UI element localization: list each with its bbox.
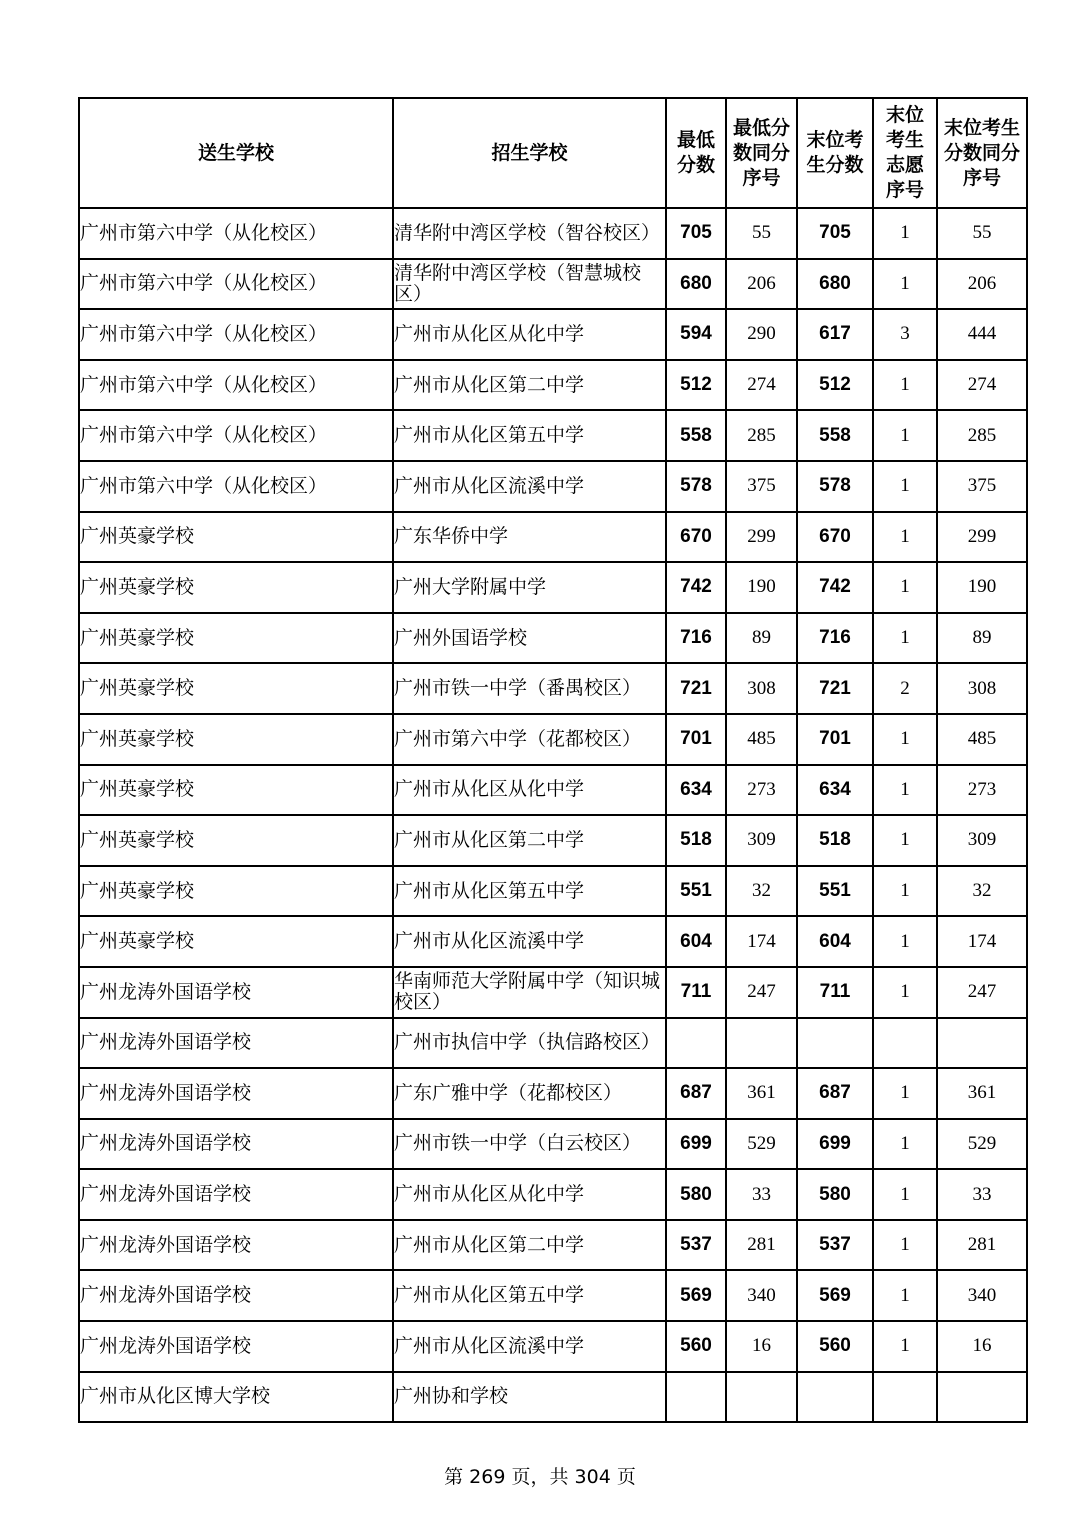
admitting-school-cell: 华南师范大学附属中学（知识城校区） bbox=[393, 967, 666, 1018]
min-score-rank-cell: 247 bbox=[726, 967, 797, 1018]
page-footer: 第 269 页，共 304 页 bbox=[444, 1466, 636, 1488]
table-row bbox=[79, 309, 1027, 360]
last-score-cell: 551 bbox=[797, 866, 873, 917]
last-score-rank-cell: 285 bbox=[937, 410, 1027, 461]
min-score-rank-cell: 361 bbox=[726, 1068, 797, 1119]
table-row bbox=[79, 613, 1027, 664]
table-row bbox=[79, 410, 1027, 461]
admitting-school-cell: 广州市铁一中学（番禺校区） bbox=[393, 663, 666, 714]
sending-school-cell: 广州英豪学校 bbox=[79, 714, 393, 765]
admitting-school-cell: 广州市从化区第五中学 bbox=[393, 866, 666, 917]
sending-school-cell: 广州龙涛外国语学校 bbox=[79, 1169, 393, 1220]
sending-school-cell: 广州英豪学校 bbox=[79, 562, 393, 613]
admitting-school-cell: 广州市从化区第二中学 bbox=[393, 360, 666, 411]
last-choice-no-cell bbox=[873, 1372, 937, 1423]
last-score-cell: 537 bbox=[797, 1220, 873, 1271]
last-score-cell: 518 bbox=[797, 815, 873, 866]
last-choice-no-cell: 1 bbox=[873, 1270, 937, 1321]
sending-school-cell: 广州龙涛外国语学校 bbox=[79, 1321, 393, 1372]
last-choice-no-cell: 1 bbox=[873, 967, 937, 1018]
min-score-cell: 558 bbox=[666, 410, 726, 461]
last-choice-no-cell: 1 bbox=[873, 410, 937, 461]
table-row bbox=[79, 1270, 1027, 1321]
last-choice-no-cell: 1 bbox=[873, 208, 937, 259]
admitting-school-cell: 清华附中湾区学校（智慧城校区） bbox=[393, 259, 666, 310]
min-score-rank-cell: 485 bbox=[726, 714, 797, 765]
last-score-rank-cell: 340 bbox=[937, 1270, 1027, 1321]
last-score-rank-cell: 33 bbox=[937, 1169, 1027, 1220]
last-score-rank-cell: 32 bbox=[937, 866, 1027, 917]
min-score-cell: 687 bbox=[666, 1068, 726, 1119]
last-score-cell: 721 bbox=[797, 663, 873, 714]
table-row bbox=[79, 663, 1027, 714]
last-choice-no-cell: 1 bbox=[873, 562, 937, 613]
admitting-school-cell: 广州市从化区流溪中学 bbox=[393, 916, 666, 967]
last-choice-no-cell: 1 bbox=[873, 1119, 937, 1170]
last-choice-no-cell: 1 bbox=[873, 765, 937, 816]
min-score-cell: 711 bbox=[666, 967, 726, 1018]
sending-school-cell: 广州龙涛外国语学校 bbox=[79, 1018, 393, 1069]
last-score-cell: 711 bbox=[797, 967, 873, 1018]
last-score-rank-cell bbox=[937, 1372, 1027, 1423]
last-score-cell: 617 bbox=[797, 309, 873, 360]
col-header-last-score: 末位考 生分数 bbox=[797, 98, 873, 208]
table-row bbox=[79, 866, 1027, 917]
table-header-row bbox=[79, 98, 1027, 208]
last-score-rank-cell: 89 bbox=[937, 613, 1027, 664]
min-score-cell: 742 bbox=[666, 562, 726, 613]
min-score-cell: 512 bbox=[666, 360, 726, 411]
table-row bbox=[79, 1018, 1027, 1069]
admission-table bbox=[78, 97, 1028, 1423]
min-score-rank-cell: 174 bbox=[726, 916, 797, 967]
last-score-rank-cell: 274 bbox=[937, 360, 1027, 411]
min-score-rank-cell: 190 bbox=[726, 562, 797, 613]
last-score-cell: 512 bbox=[797, 360, 873, 411]
table-row bbox=[79, 1119, 1027, 1170]
sending-school-cell: 广州市第六中学（从化校区） bbox=[79, 461, 393, 512]
min-score-rank-cell: 285 bbox=[726, 410, 797, 461]
sending-school-cell: 广州英豪学校 bbox=[79, 512, 393, 563]
col-header-admitting-school: 招生学校 bbox=[393, 98, 666, 208]
min-score-cell: 634 bbox=[666, 765, 726, 816]
last-choice-no-cell: 1 bbox=[873, 1068, 937, 1119]
table-row bbox=[79, 916, 1027, 967]
min-score-rank-cell bbox=[726, 1372, 797, 1423]
sending-school-cell: 广州龙涛外国语学校 bbox=[79, 967, 393, 1018]
table-row bbox=[79, 259, 1027, 310]
last-choice-no-cell: 3 bbox=[873, 309, 937, 360]
sending-school-cell: 广州龙涛外国语学校 bbox=[79, 1119, 393, 1170]
table-row bbox=[79, 967, 1027, 1018]
last-score-cell: 670 bbox=[797, 512, 873, 563]
admitting-school-cell: 广州市从化区流溪中学 bbox=[393, 461, 666, 512]
admitting-school-cell: 广东广雅中学（花都校区） bbox=[393, 1068, 666, 1119]
min-score-rank-cell: 89 bbox=[726, 613, 797, 664]
table-row bbox=[79, 512, 1027, 563]
min-score-rank-cell: 273 bbox=[726, 765, 797, 816]
table-row bbox=[79, 208, 1027, 259]
last-choice-no-cell: 1 bbox=[873, 1321, 937, 1372]
table-row bbox=[79, 714, 1027, 765]
last-choice-no-cell: 1 bbox=[873, 916, 937, 967]
col-header-last-choice-no: 末位 考生 志愿 序号 bbox=[873, 98, 937, 208]
min-score-rank-cell: 529 bbox=[726, 1119, 797, 1170]
last-score-cell: 634 bbox=[797, 765, 873, 816]
last-score-rank-cell: 309 bbox=[937, 815, 1027, 866]
last-score-rank-cell: 299 bbox=[937, 512, 1027, 563]
last-score-rank-cell: 273 bbox=[937, 765, 1027, 816]
last-score-rank-cell: 485 bbox=[937, 714, 1027, 765]
table-row bbox=[79, 1321, 1027, 1372]
min-score-cell: 537 bbox=[666, 1220, 726, 1271]
last-score-rank-cell: 281 bbox=[937, 1220, 1027, 1271]
admitting-school-cell: 广州大学附属中学 bbox=[393, 562, 666, 613]
last-score-cell: 699 bbox=[797, 1119, 873, 1170]
table-row bbox=[79, 1220, 1027, 1271]
sending-school-cell: 广州市第六中学（从化校区） bbox=[79, 208, 393, 259]
sending-school-cell: 广州市第六中学（从化校区） bbox=[79, 309, 393, 360]
last-choice-no-cell: 1 bbox=[873, 866, 937, 917]
sending-school-cell: 广州英豪学校 bbox=[79, 866, 393, 917]
sending-school-cell: 广州英豪学校 bbox=[79, 815, 393, 866]
col-header-last-score-rank: 末位考生 分数同分 序号 bbox=[937, 98, 1027, 208]
admitting-school-cell: 广州市从化区从化中学 bbox=[393, 1169, 666, 1220]
last-score-rank-cell: 529 bbox=[937, 1119, 1027, 1170]
last-choice-no-cell: 2 bbox=[873, 663, 937, 714]
table-row bbox=[79, 461, 1027, 512]
min-score-cell: 699 bbox=[666, 1119, 726, 1170]
min-score-cell: 604 bbox=[666, 916, 726, 967]
last-score-cell bbox=[797, 1018, 873, 1069]
sending-school-cell: 广州市第六中学（从化校区） bbox=[79, 410, 393, 461]
last-score-rank-cell: 16 bbox=[937, 1321, 1027, 1372]
min-score-rank-cell: 32 bbox=[726, 866, 797, 917]
last-score-rank-cell: 308 bbox=[937, 663, 1027, 714]
last-choice-no-cell: 1 bbox=[873, 259, 937, 310]
col-header-sending-school: 送生学校 bbox=[79, 98, 393, 208]
last-score-cell: 604 bbox=[797, 916, 873, 967]
sending-school-cell: 广州龙涛外国语学校 bbox=[79, 1270, 393, 1321]
admitting-school-cell: 广州外国语学校 bbox=[393, 613, 666, 664]
min-score-rank-cell: 274 bbox=[726, 360, 797, 411]
admitting-school-cell: 广州市第六中学（花都校区） bbox=[393, 714, 666, 765]
last-score-rank-cell: 55 bbox=[937, 208, 1027, 259]
min-score-cell: 705 bbox=[666, 208, 726, 259]
col-header-min-score-rank: 最低分 数同分 序号 bbox=[726, 98, 797, 208]
last-score-cell: 742 bbox=[797, 562, 873, 613]
min-score-cell: 680 bbox=[666, 259, 726, 310]
min-score-rank-cell: 299 bbox=[726, 512, 797, 563]
admitting-school-cell: 广州市从化区第二中学 bbox=[393, 1220, 666, 1271]
min-score-cell bbox=[666, 1372, 726, 1423]
min-score-rank-cell: 33 bbox=[726, 1169, 797, 1220]
last-score-cell: 716 bbox=[797, 613, 873, 664]
table-row bbox=[79, 562, 1027, 613]
admitting-school-cell: 广州市执信中学（执信路校区） bbox=[393, 1018, 666, 1069]
last-choice-no-cell: 1 bbox=[873, 461, 937, 512]
admitting-school-cell: 广东华侨中学 bbox=[393, 512, 666, 563]
last-score-cell: 578 bbox=[797, 461, 873, 512]
last-score-rank-cell: 375 bbox=[937, 461, 1027, 512]
admitting-school-cell: 广州市从化区第五中学 bbox=[393, 410, 666, 461]
admitting-school-cell: 广州市从化区从化中学 bbox=[393, 765, 666, 816]
admitting-school-cell: 广州市从化区第二中学 bbox=[393, 815, 666, 866]
min-score-rank-cell: 290 bbox=[726, 309, 797, 360]
admitting-school-cell: 清华附中湾区学校（智谷校区） bbox=[393, 208, 666, 259]
table-row bbox=[79, 1068, 1027, 1119]
last-score-cell: 558 bbox=[797, 410, 873, 461]
min-score-cell bbox=[666, 1018, 726, 1069]
last-score-cell: 680 bbox=[797, 259, 873, 310]
last-score-cell: 560 bbox=[797, 1321, 873, 1372]
last-score-rank-cell: 190 bbox=[937, 562, 1027, 613]
min-score-cell: 716 bbox=[666, 613, 726, 664]
table-row bbox=[79, 360, 1027, 411]
min-score-rank-cell: 16 bbox=[726, 1321, 797, 1372]
sending-school-cell: 广州市第六中学（从化校区） bbox=[79, 259, 393, 310]
min-score-cell: 569 bbox=[666, 1270, 726, 1321]
table-row bbox=[79, 1169, 1027, 1220]
last-choice-no-cell: 1 bbox=[873, 1169, 937, 1220]
last-score-cell bbox=[797, 1372, 873, 1423]
sending-school-cell: 广州龙涛外国语学校 bbox=[79, 1068, 393, 1119]
last-score-rank-cell: 361 bbox=[937, 1068, 1027, 1119]
min-score-cell: 518 bbox=[666, 815, 726, 866]
col-header-min-score: 最低 分数 bbox=[666, 98, 726, 208]
sending-school-cell: 广州英豪学校 bbox=[79, 916, 393, 967]
sending-school-cell: 广州英豪学校 bbox=[79, 663, 393, 714]
last-choice-no-cell: 1 bbox=[873, 613, 937, 664]
min-score-rank-cell: 206 bbox=[726, 259, 797, 310]
sending-school-cell: 广州龙涛外国语学校 bbox=[79, 1220, 393, 1271]
last-score-rank-cell: 174 bbox=[937, 916, 1027, 967]
min-score-rank-cell: 375 bbox=[726, 461, 797, 512]
last-score-rank-cell bbox=[937, 1018, 1027, 1069]
min-score-rank-cell: 55 bbox=[726, 208, 797, 259]
min-score-rank-cell: 309 bbox=[726, 815, 797, 866]
min-score-cell: 580 bbox=[666, 1169, 726, 1220]
table-row bbox=[79, 815, 1027, 866]
min-score-cell: 551 bbox=[666, 866, 726, 917]
admitting-school-cell: 广州市从化区第五中学 bbox=[393, 1270, 666, 1321]
last-score-rank-cell: 247 bbox=[937, 967, 1027, 1018]
last-score-cell: 701 bbox=[797, 714, 873, 765]
last-choice-no-cell: 1 bbox=[873, 815, 937, 866]
min-score-cell: 578 bbox=[666, 461, 726, 512]
last-score-cell: 705 bbox=[797, 208, 873, 259]
table-row bbox=[79, 765, 1027, 816]
min-score-cell: 594 bbox=[666, 309, 726, 360]
min-score-cell: 560 bbox=[666, 1321, 726, 1372]
last-score-cell: 580 bbox=[797, 1169, 873, 1220]
admitting-school-cell: 广州协和学校 bbox=[393, 1372, 666, 1423]
admitting-school-cell: 广州市铁一中学（白云校区） bbox=[393, 1119, 666, 1170]
min-score-cell: 670 bbox=[666, 512, 726, 563]
min-score-cell: 701 bbox=[666, 714, 726, 765]
last-score-rank-cell: 444 bbox=[937, 309, 1027, 360]
last-score-cell: 569 bbox=[797, 1270, 873, 1321]
sending-school-cell: 广州英豪学校 bbox=[79, 613, 393, 664]
last-choice-no-cell: 1 bbox=[873, 1220, 937, 1271]
admitting-school-cell: 广州市从化区从化中学 bbox=[393, 309, 666, 360]
admitting-school-cell: 广州市从化区流溪中学 bbox=[393, 1321, 666, 1372]
last-score-cell: 687 bbox=[797, 1068, 873, 1119]
min-score-cell: 721 bbox=[666, 663, 726, 714]
sending-school-cell: 广州英豪学校 bbox=[79, 765, 393, 816]
last-choice-no-cell bbox=[873, 1018, 937, 1069]
min-score-rank-cell: 308 bbox=[726, 663, 797, 714]
min-score-rank-cell: 281 bbox=[726, 1220, 797, 1271]
last-choice-no-cell: 1 bbox=[873, 512, 937, 563]
sending-school-cell: 广州市从化区博大学校 bbox=[79, 1372, 393, 1423]
last-choice-no-cell: 1 bbox=[873, 360, 937, 411]
last-choice-no-cell: 1 bbox=[873, 714, 937, 765]
sending-school-cell: 广州市第六中学（从化校区） bbox=[79, 360, 393, 411]
min-score-rank-cell bbox=[726, 1018, 797, 1069]
table-row bbox=[79, 1372, 1027, 1423]
last-score-rank-cell: 206 bbox=[937, 259, 1027, 310]
min-score-rank-cell: 340 bbox=[726, 1270, 797, 1321]
